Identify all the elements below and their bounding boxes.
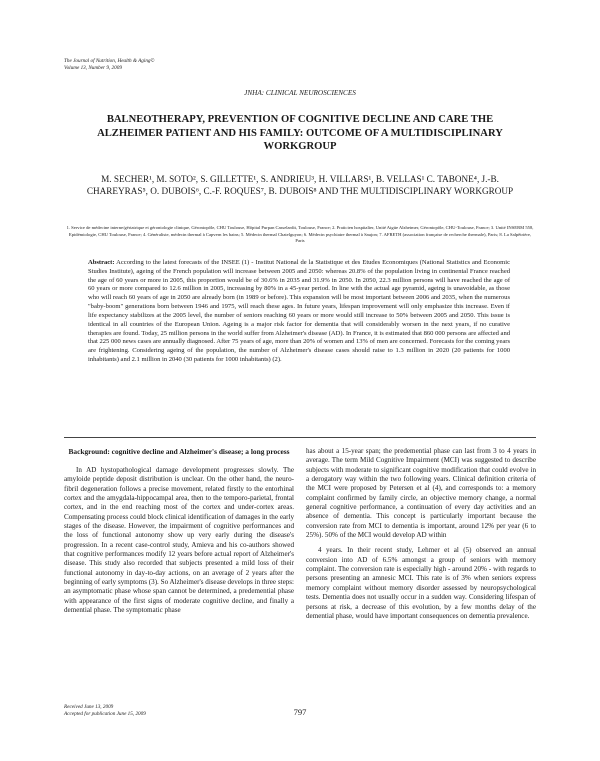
body-paragraph: has about a 15-year span; the predemential phase can last from 3 to 4 years in average. The term Mild Cognitive Impairment (MCI) was suggested to describe subjects with moderate to significant cognitive modification that could evolve in a derogatory way within the two following years. Clinical definition criteria of the MCI were proposed by Petersen et al (4), and corresponds to: a memory complaint confirmed by family circle, an objective memory change, a normal general cognitive performance, a continuation of every day activities and an absence of dementia. This concept is particularly important because the conversion rate from MCI to dementia is important, around 12% per year (6 to 25%). 50% of the MCI would develop AD within — [306, 447, 536, 540]
page-number: 797 — [293, 707, 307, 717]
author-list: M. SECHER¹, M. SOTO², S. GILLETTE¹, S. ANDRIEU³, H. VILLARS¹, B. VELLAS¹ C. TABONE⁴, J.-B. CHAREYRAS⁵, O. DUBOIS⁶, C.-F. ROQUES⁷, B. DUBOIS⁸ AND THE MULTIDISCIPLINARY WORKGROUP — [86, 174, 514, 197]
journal-header — [64, 58, 154, 72]
section-divider — [64, 437, 536, 438]
section-label: JNHA: CLINICAL NEUROSCIENCES — [244, 89, 356, 97]
section-heading: Background: cognitive decline and Alzheimer's disease; a long process — [68, 447, 290, 456]
right-column — [306, 447, 536, 627]
left-column — [64, 447, 294, 622]
body-paragraph: 4 years. In their recent study, Lehmer et al (5) observed an annual conversion into AD of 6.5% amongst a group of seniors with memory complaint. The conversion rate is especially high - around 20% - with regards to persons presenting an amnesic MCI. This rate is of 3% when seniors express memory complaint without memory disorder assessed by neuropsychological tests. Dementia does not usually occur in a sudden way. Considering lifespan of persons at risk, a decrease of this evolution, by a few months delay of the demential phase, would have important consequences on dementia prevalence. — [306, 546, 536, 620]
article-title: BALNEOTHERAPY, PREVENTION OF COGNITIVE DECLINE AND CARE THE ALZHEIMER PATIENT AND HIS FAMILY: OUTCOME OF A MULTIDISCIPLINARY WORKGROUP — [97, 114, 503, 152]
abstract-label: Abstract: — [88, 259, 115, 266]
accepted-date: Accepted for publication June 15, 2009 — [64, 710, 146, 717]
abstract — [88, 259, 510, 365]
abstract-text: According to the latest forecasts of the INSEE (1) - Institut National de la Statistique et des Etudes Economiques (National Statistics and Economic Studies Institute), ageing of the French population will increase between 2005 and 2050: whereas 20.8% of the population living in continental France reached the age of 60 years or more in 2005, this proportion would be of 30.6% in 2035 and 31.9% in 2050. In 2050, 22.3 million persons will have reached the age of 60 years or more compared to 12.6 million in 2005, increasing by 80% in a 45-year period. In line with the actual age pyramid, ageing is unavoidable, as those who will reach 60 years of age in 2050 are already born (in 1989 or before). This expansion will be most important between 2006 and 2035, when the numerous "baby-boom" generations born between 1946 and 1975, will reach these ages. In future years, lifespan improvement will only emphasize this increase. Even if life expectancy stabilizes at the 2005 level, the number of seniors reaching 60 years or more would still increase to 50% between 2005 and 2050. This issue is identical in all countries of the European Union. Ageing is a major risk factor for dementia that will considerably worsen in the next years, if no curative therapies are found. Today, 25 million persons in the world suffer from Alzheimer's disease (AD). In France, it is estimated that 860 000 persons are affected and that 225 000 news cases are annually diagnosed. After 75 years of age, more than 20% of women and 13% of men are concerned. Forecasts for the coming years are frightening. Considering ageing of the population, the number of Alzheimer's disease cases should raise to 1.3 million in 2020 (20 patients for 1000 inhabitants) and 2.1 million in 2040 (30 patients for 1000 inhabitants) (2). — [88, 259, 510, 364]
affiliations: 1. Service de médecine interne/gériatrique et gérontologie clinique, Gérontopôle, CHU Toulouse, Hôpital Purpan Casselardit, Toulouse, France; 2. Praticien hospitalier, Unité Aigüe Alzheimer, Gérontopôle, CHU-Toulouse, France; 3. Unité INSERM 558, Epidémiologie, CHU Toulouse, France; 4. Généraliste, médecin thermal à Capvern les bains; 5. Médecin thermal Chatelguyon; 6. Médecin psychiatre thermal à Saujon; 7. AFRETH (association française de recherche thermale), Paris; 8. La Salpêtrière, Paris — [66, 225, 534, 244]
body-paragraph: In AD hystopathological damage development progresses slowly. The amyloide peptide deposit distribution is unclear. On the other hand, the neuro-fibril degeneration follows a precise movement, related firstly to the entorhinal cortex and the amygdala-hippocampal area, then to the temporo-parietal, frontal cortex, and in the end reaching most of the cortex and under-cortex areas. Compensating process could block clinical identification of damages in the early stages of the disease. However, the impairment of cognitive performances and the loss of functional autonomy show up very early during the disease's progression. In a recent case-control study, Amieva and his co-authors showed that cognitive performances modify 12 years before actual report of Alzheimer's disease. This study also recorded that subjects presented a mild loss of their functional autonomy in day-to-day actions, on an average of 2 years after the beginning of early symptoms (3). So Alzheimer's disease develops in three steps: an asymptomatic phase whose span cannot be determined, a predemential phase with appearance of the first signs of moderate cognitive decline, and finally a demential phase. The symptomatic phase — [64, 466, 294, 615]
journal-name: The Journal of Nutrition, Health & Aging© — [64, 58, 155, 64]
received-date: Received June 13, 2009 — [64, 704, 114, 710]
journal-volume: Volume 13, Number 9, 2009 — [64, 65, 122, 71]
